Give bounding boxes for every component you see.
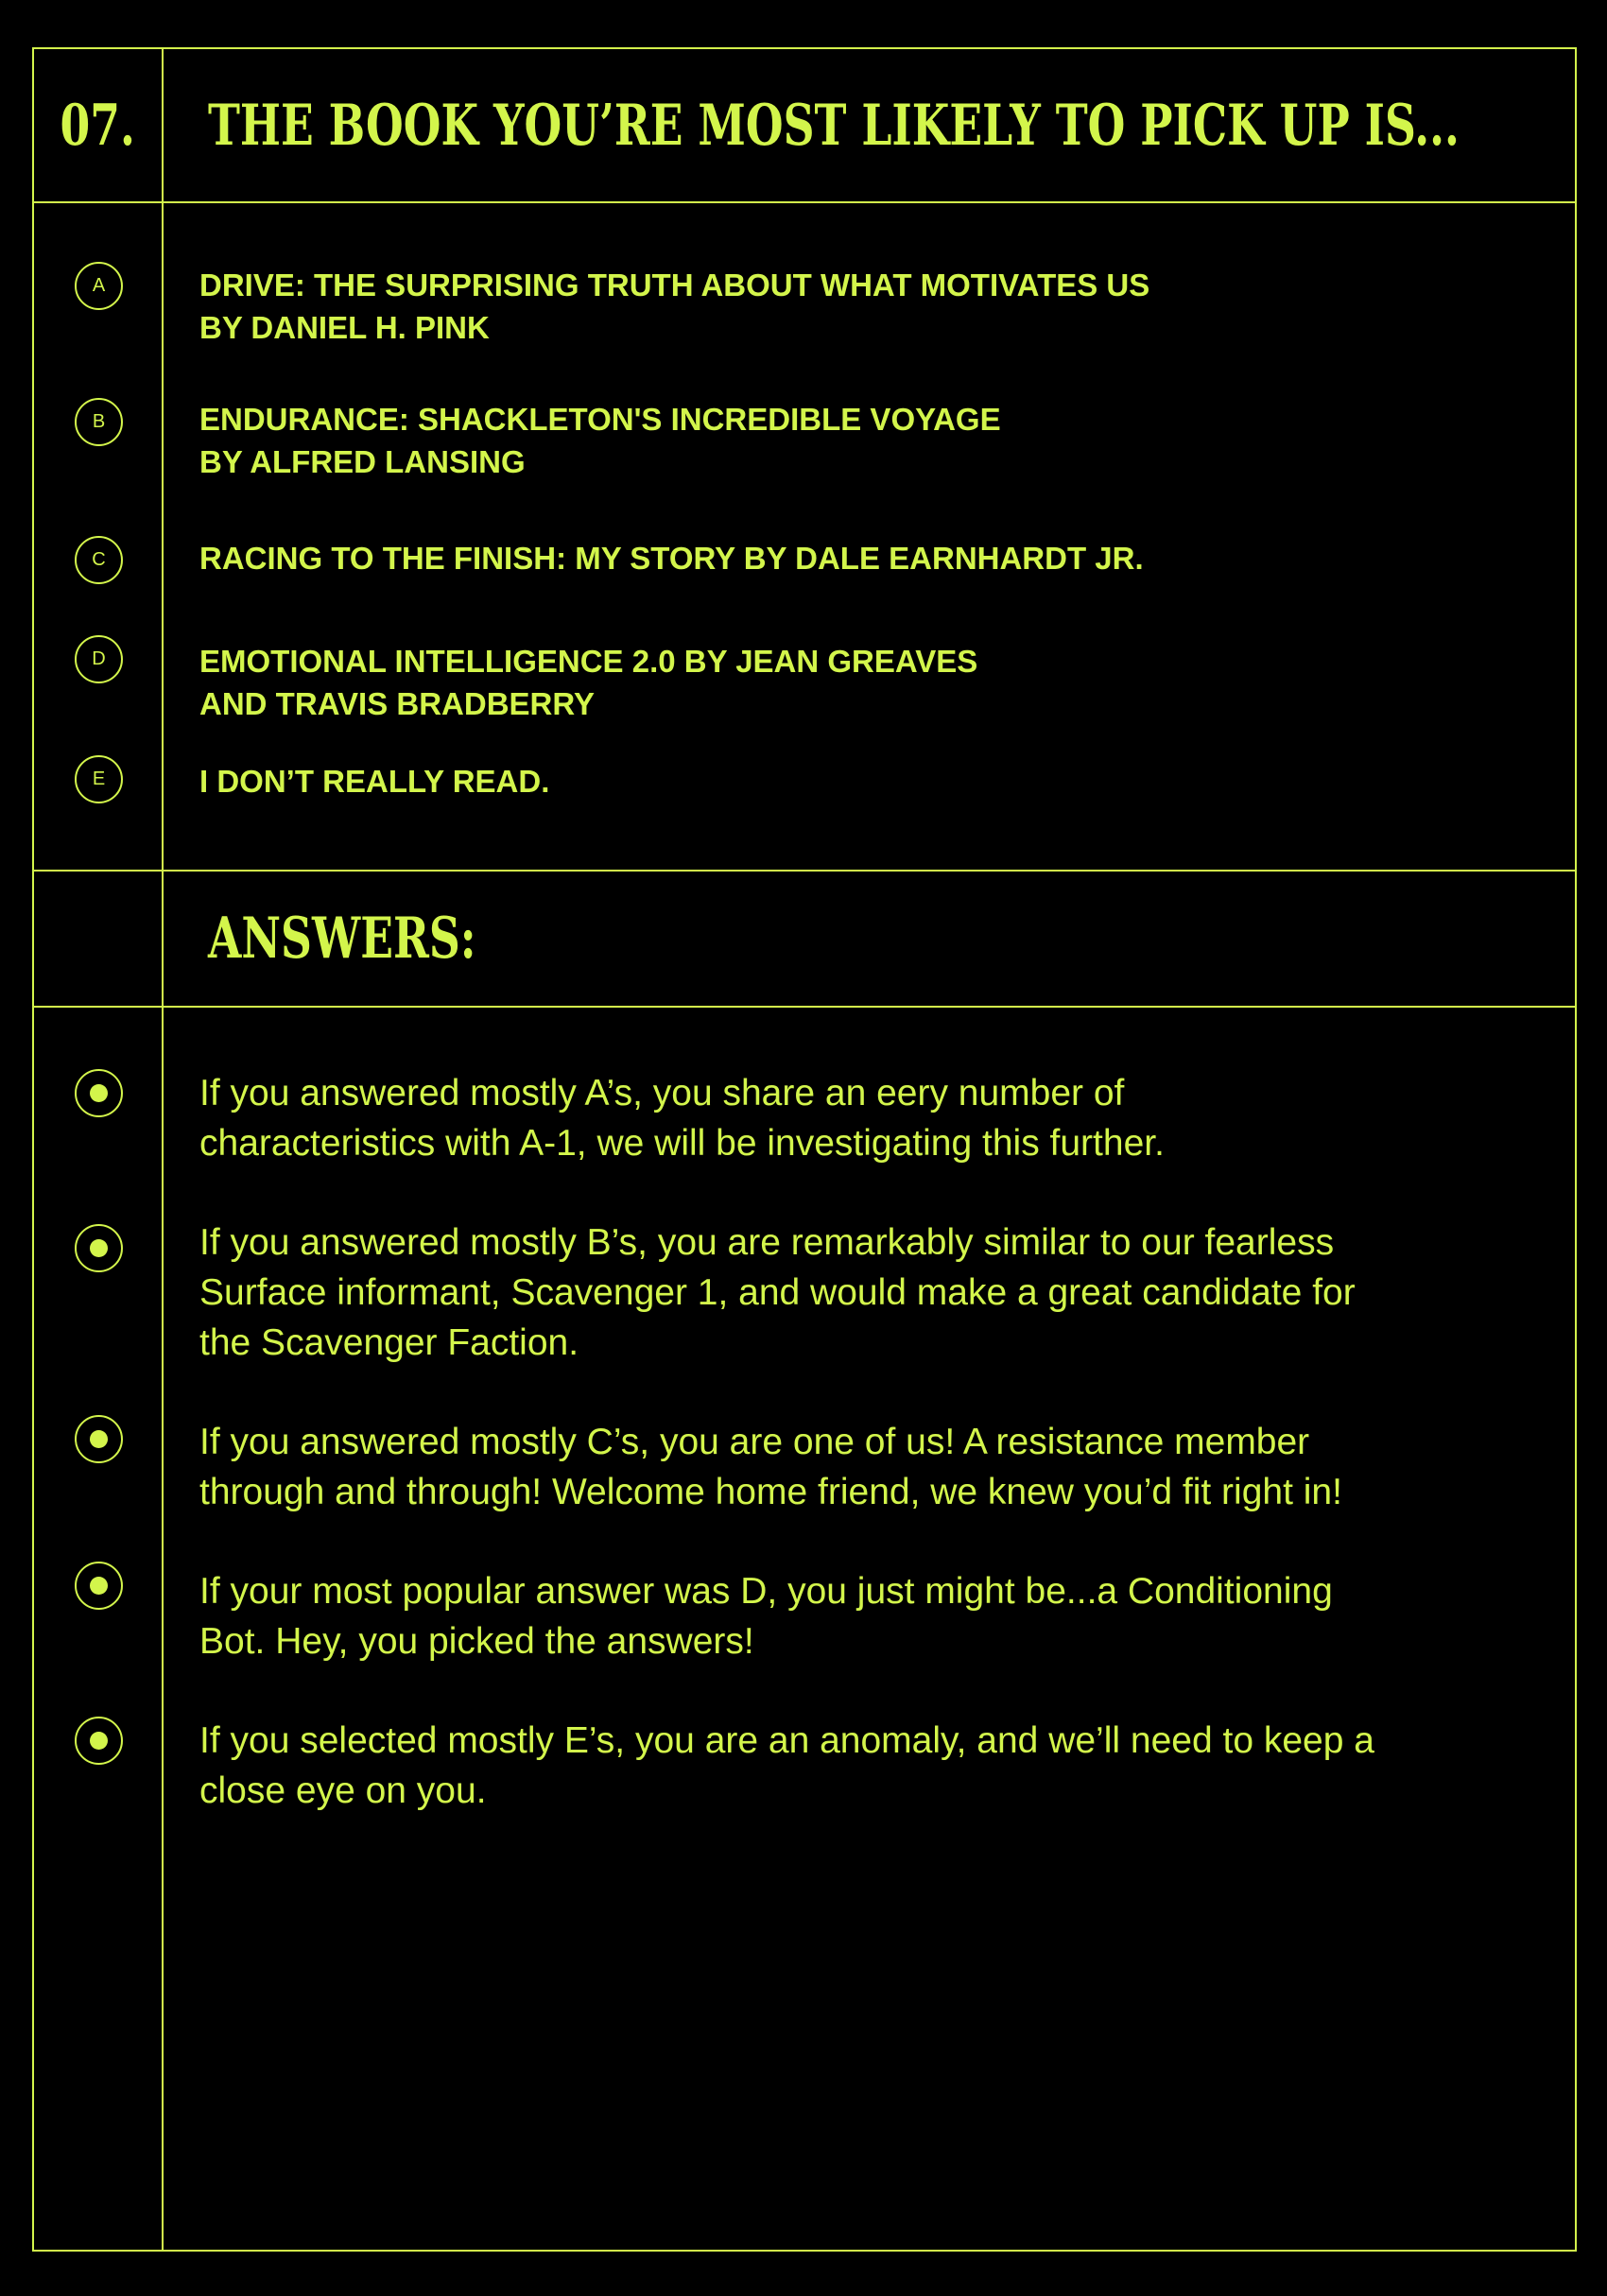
option-a-text xyxy=(199,264,1149,349)
answers-heading-cell xyxy=(208,872,561,1006)
option-e-line-1: I DON’T REALLY READ. xyxy=(199,764,550,799)
answer-2-bullet-icon xyxy=(75,1224,123,1272)
answer-3-text xyxy=(199,1417,1342,1517)
option-b-letter: B xyxy=(92,411,106,432)
option-d-letter: D xyxy=(92,648,106,669)
option-b-line-1: ENDURANCE: SHACKLETON'S INCREDIBLE VOYAGE xyxy=(199,402,1001,437)
answer-3-line-2: through and through! Welcome home friend, we knew you’d fit right in! xyxy=(199,1472,1342,1512)
question-number: 07. xyxy=(60,92,136,159)
bullet-dot-icon xyxy=(90,1239,108,1257)
question-title-cell xyxy=(208,49,1607,201)
option-a-line-1: DRIVE: THE SURPRISING TRUTH ABOUT WHAT MOTIVATES US xyxy=(199,268,1150,302)
answer-1-line-2: characteristics with A-1, we will be investigating this further. xyxy=(199,1123,1165,1164)
answer-4-line-2: Bot. Hey, you picked the answers! xyxy=(199,1621,754,1662)
option-d-text xyxy=(199,640,977,725)
option-c-letter: C xyxy=(92,549,106,570)
option-a-letter: A xyxy=(92,275,106,296)
bullet-dot-icon xyxy=(90,1577,108,1595)
bullet-dot-icon xyxy=(90,1430,108,1448)
option-d-line-2: AND TRAVIS BRADBERRY xyxy=(199,686,596,721)
answer-2-text xyxy=(199,1217,1356,1368)
option-c-text xyxy=(199,537,1144,579)
option-c-marker xyxy=(75,536,123,584)
answer-3-line-1: If you answered mostly C’s, you are one of us! A resistance member xyxy=(199,1422,1310,1462)
option-e-marker xyxy=(75,755,123,803)
bullet-dot-icon xyxy=(90,1084,108,1102)
option-c-line-1: RACING TO THE FINISH: MY STORY BY DALE EARNHARDT JR. xyxy=(199,541,1144,576)
row-divider-title xyxy=(32,201,1577,203)
option-a-marker xyxy=(75,262,123,310)
option-d-line-1: EMOTIONAL INTELLIGENCE 2.0 BY JEAN GREAVES xyxy=(199,644,978,679)
answer-2-line-1: If you answered mostly B’s, you are remarkably similar to our fearless xyxy=(199,1222,1335,1263)
answer-1-text xyxy=(199,1068,1165,1168)
question-title: THE BOOK YOU’RE MOST LIKELY TO PICK UP IS... xyxy=(208,92,1460,159)
column-divider xyxy=(162,47,164,2252)
answer-5-bullet-icon xyxy=(75,1717,123,1765)
answer-3-bullet-icon xyxy=(75,1415,123,1463)
option-d-marker xyxy=(75,635,123,683)
question-number-cell xyxy=(34,49,162,201)
option-a-line-2: BY DANIEL H. PINK xyxy=(199,310,490,345)
answer-4-text xyxy=(199,1566,1333,1666)
option-b-text xyxy=(199,398,1001,483)
answers-heading: ANSWERS: xyxy=(208,906,476,972)
answer-4-line-1: If your most popular answer was D, you just might be...a Conditioning xyxy=(199,1571,1333,1612)
bullet-dot-icon xyxy=(90,1732,108,1750)
option-e-letter: E xyxy=(92,768,106,789)
answer-2-line-3: the Scavenger Faction. xyxy=(199,1322,579,1363)
answer-5-line-1: If you selected mostly E’s, you are an anomaly, and we’ll need to keep a xyxy=(199,1720,1374,1761)
row-divider-answers-heading xyxy=(32,1006,1577,1008)
answer-1-line-1: If you answered mostly A’s, you share an eery number of xyxy=(199,1073,1125,1113)
answer-1-bullet-icon xyxy=(75,1069,123,1117)
option-b-line-2: BY ALFRED LANSING xyxy=(199,444,526,479)
option-e-text xyxy=(199,760,549,803)
option-b-marker xyxy=(75,398,123,446)
answer-5-line-2: close eye on you. xyxy=(199,1770,487,1811)
answer-2-line-2: Surface informant, Scavenger 1, and would make a great candidate for xyxy=(199,1272,1356,1313)
answer-4-bullet-icon xyxy=(75,1562,123,1610)
answer-5-text xyxy=(199,1716,1374,1816)
